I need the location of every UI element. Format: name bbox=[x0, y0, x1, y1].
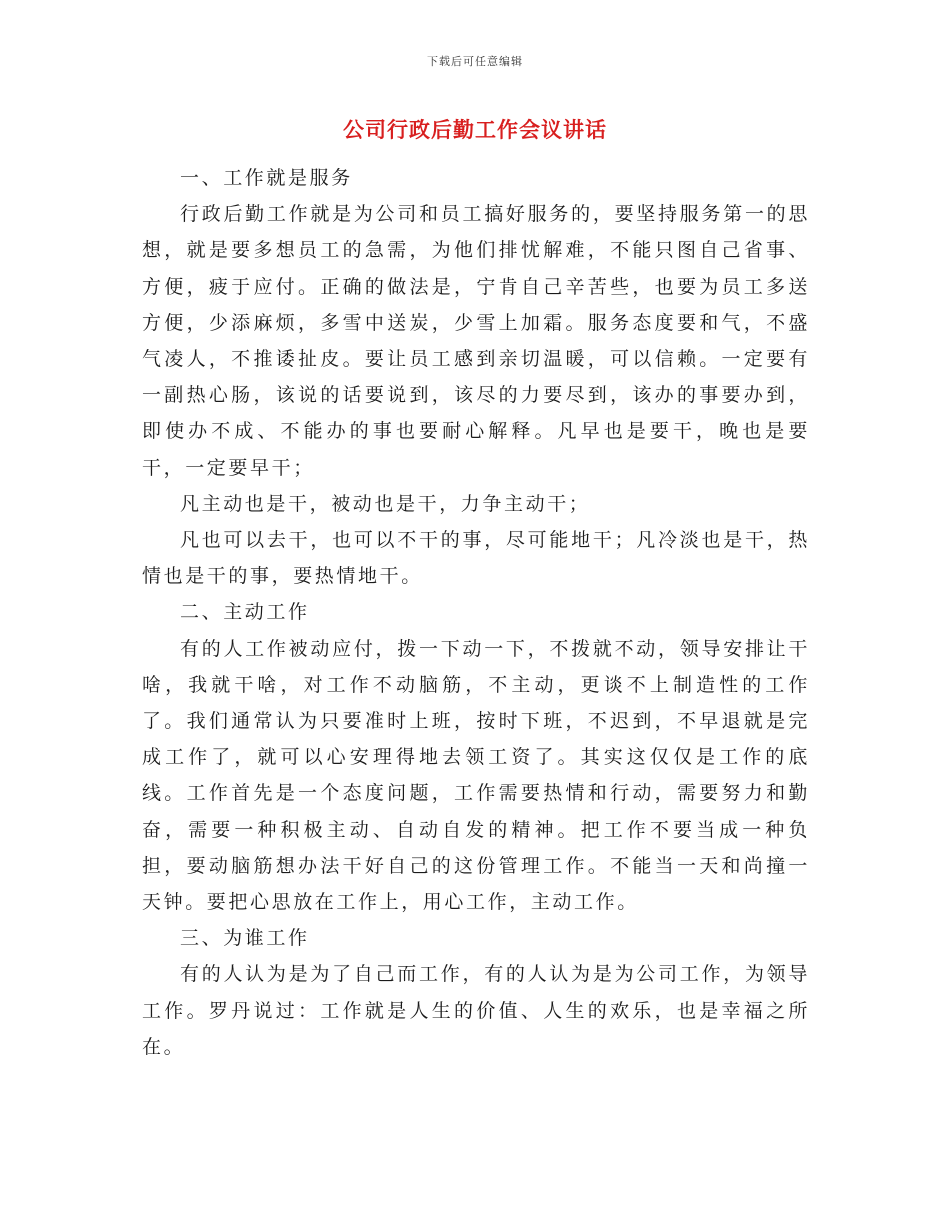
section-heading-3: 三、为谁工作 bbox=[180, 927, 310, 950]
header-note: 下载后可任意编辑 bbox=[427, 55, 523, 68]
document-body bbox=[142, 160, 810, 1065]
section-heading-1: 一、工作就是服务 bbox=[180, 167, 353, 189]
paragraph: 行政后勤工作就是为公司和员工搞好服务的，要坚持服务第一的思想，就是要多想员工的急需，为他们排忧解难，不能只图自己省事、方便，疲于应付。正确的做法是，宁肯自己辛苦些，也要为员工多送方便，少添麻烦，多雪中送炭，少雪上加霜。服务态度要和气，不盛气凌人，不推诿扯皮。要让员工感到亲切温暖，可以信赖。一定要有一副热心肠，该说的话要说到，该尽的力要尽到，该办的事要办到，即使办不成、不能办的事也要耐心解释。凡早也是要干，晚也是要干，一定要早干； bbox=[142, 203, 810, 479]
paragraph: 有的人认为是为了自己而工作，有的人认为是为公司工作，为领导工作。罗丹说过：工作就是人生的价值、人生的欢乐，也是幸福之所在。 bbox=[142, 963, 810, 1058]
document-title: 公司行政后勤工作会议讲话 bbox=[343, 117, 607, 142]
paragraph: 凡主动也是干，被动也是干，力争主动干； bbox=[180, 492, 591, 515]
paragraph: 凡也可以去干，也可以不干的事，尽可能地干；凡冷淡也是干，热情也是干的事，要热情地干。 bbox=[142, 529, 810, 588]
section-heading-2: 二、主动工作 bbox=[180, 601, 310, 624]
paragraph: 有的人工作被动应付，拨一下动一下，不拨就不动，领导安排让干啥，我就干啥，对工作不动脑筋，不主动，更谈不上制造性的工作了。我们通常认为只要准时上班，按时下班，不迟到，不早退就是完成工作了，就可以心安理得地去领工资了。其实这仅仅是工作的底线。工作首先是一个态度问题，工作需要热情和行动，需要努力和勤奋，需要一种积极主动、自动自发的精神。把工作不要当成一种负担，要动脑筋想办法干好自己的这份管理工作。不能当一天和尚撞一天钟。要把心思放在工作上，用心工作，主动工作。 bbox=[142, 637, 810, 914]
